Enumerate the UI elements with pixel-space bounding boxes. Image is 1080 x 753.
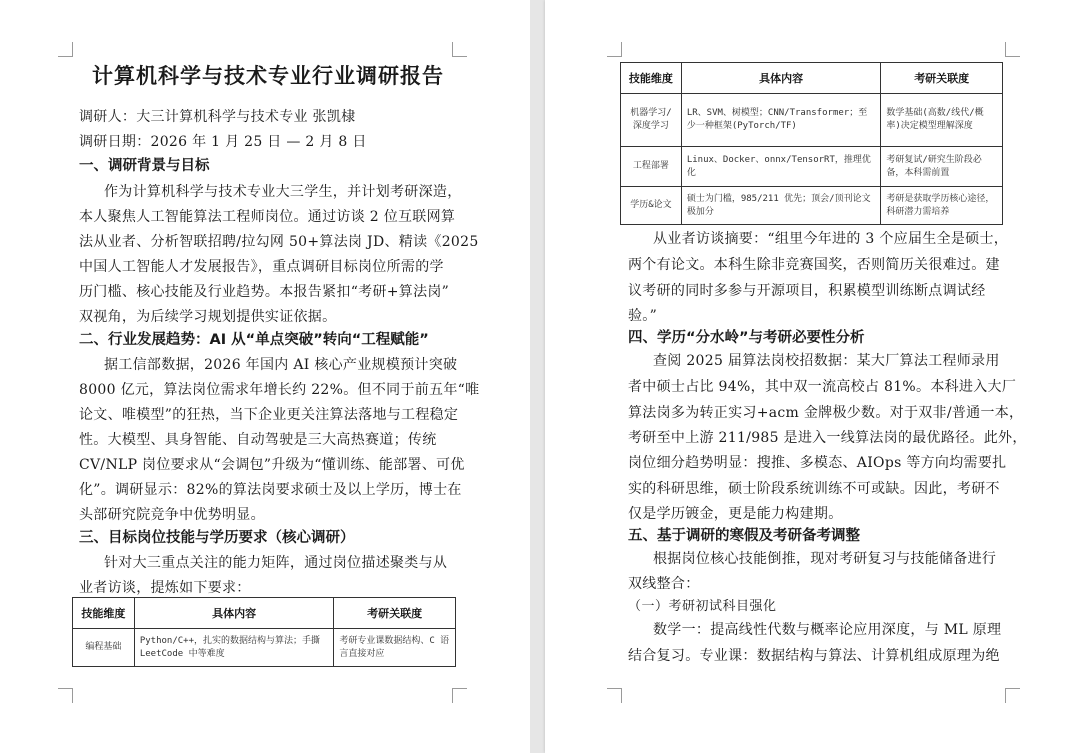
paragraph-line: 中国人工智能人才发展报告》，重点调研目标岗位所需的学 [79, 259, 444, 275]
crop-mark [452, 688, 467, 703]
paragraph-line: 法从业者、分析智联招聘/拉勾网 50+算法岗 JD、精读《2025 [79, 234, 479, 250]
report-title: 计算机科学与技术专业行业调研报告 [92, 64, 444, 88]
table-cell: 学历&论文 [621, 187, 682, 225]
paragraph-line: 据工信部数据，2026 年国内 AI 核心产业规模预计突破 [104, 357, 458, 373]
paragraph-line: 化”。调研显示：82%的算法岗要求硕士及以上学历，博士在 [79, 482, 462, 498]
researcher-line: 调研人：大三计算机科学与技术专业 张凯棣 [79, 109, 356, 125]
paragraph-line: 算法岗多为转正实习+acm 金牌极少数。对于双非/普通一本， [628, 405, 1024, 421]
paragraph-line: CV/NLP 岗位要求从“会调包”升级为“懂训练、能部署、可优 [79, 457, 465, 473]
paragraph-line: 仅是学历镀金，更是能力构建期。 [628, 506, 843, 522]
paragraph-line: 实的科研思维，硕士阶段系统训练不可或缺。因此，考研不 [628, 481, 1000, 497]
table-header-cell: 具体内容 [134, 598, 334, 629]
table-header-row [621, 63, 1003, 94]
table-cell: LR、SVM、树模型；CNN/Transformer；至少一种框架(PyTorch/TF) [681, 94, 881, 147]
paragraph-line: 论文、唯模型”的狂热，当下企业更关注算法落地与工程稳定 [79, 407, 459, 423]
table-cell: 编程基础 [73, 629, 135, 667]
table-cell: 工程部署 [621, 147, 682, 187]
table-cell: 考研专业课数据结构、C 语言直接对应 [334, 629, 456, 667]
table-header-cell: 考研关联度 [334, 598, 456, 629]
table-row [621, 147, 1003, 187]
paragraph-line: 8000 亿元，算法岗位需求年增长约 22%。但不同于前五年“唯 [79, 382, 480, 398]
table-header-cell: 考研关联度 [881, 63, 1003, 94]
section-heading: 五、基于调研的寒假及考研备考调整 [628, 528, 860, 544]
section-heading: 一、调研背景与目标 [79, 158, 210, 174]
paragraph-line: 双线整合： [628, 576, 700, 592]
paragraph-line: 针对大三重点关注的能力矩阵，通过岗位描述聚类与从 [104, 555, 448, 571]
table-cell: Python/C++，扎实的数据结构与算法；手撕 LeetCode 中等难度 [134, 629, 334, 667]
paragraph-line: 性。大模型、具身智能、自动驾驶是三大高热赛道；传统 [79, 432, 437, 448]
table-row [73, 629, 456, 667]
section-heading: 四、学历“分水岭”与考研必要性分析 [628, 330, 865, 346]
paragraph-line: 岗位细分趋势明显：搜推、多模态、AIOps 等方向均需要扎 [628, 455, 1007, 471]
crop-mark [58, 688, 73, 703]
table-header-cell: 技能维度 [621, 63, 682, 94]
paragraph-line: 从业者访谈摘要：“组里今年进的 3 个应届生全是硕士， [653, 231, 1009, 247]
paragraph-line: 议考研的同时多参与开源项目，积累模型训练断点调试经 [628, 283, 986, 299]
paragraph-line: 者中硕士占比 94%，其中双一流高校占 81%。本科进入大厂 [628, 379, 1017, 395]
table-row [621, 94, 1003, 147]
document-page-right [545, 0, 1080, 753]
date-line: 调研日期：2026 年 1 月 25 日 — 2 月 8 日 [79, 134, 367, 150]
table-cell: Linux、Docker、onnx/TensorRT，推理优化 [681, 147, 881, 187]
table-cell: 考研复试/研究生阶段必备，本科需前置 [881, 147, 1003, 187]
table-cell: 数学基础(高数/线代/概率)决定模型理解深度 [881, 94, 1003, 147]
table-cell: 机器学习/深度学习 [621, 94, 682, 147]
crop-mark [607, 688, 622, 703]
paragraph-line: 两个有论文。本科生除非竞赛国奖，否则简历关很难过。建 [628, 257, 1000, 273]
table-row [621, 187, 1003, 225]
table-cell: 硕士为门槛，985/211 优先；顶会/顶刊论文极加分 [681, 187, 881, 225]
crop-mark [1005, 42, 1020, 57]
crop-mark [607, 42, 622, 57]
crop-mark [58, 42, 73, 57]
subsection-heading: （一）考研初试科目强化 [628, 599, 777, 614]
table-header-row [73, 598, 456, 629]
paragraph-line: 双视角，为后续学习规划提供实证依据。 [79, 309, 337, 325]
crop-mark [452, 42, 467, 57]
paragraph-line: 作为计算机科学与技术专业大三学生，并计划考研深造， [104, 184, 462, 200]
table-header-cell: 具体内容 [681, 63, 881, 94]
table-header-cell: 技能维度 [73, 598, 135, 629]
section-heading: 三、目标岗位技能与学历要求（核心调研） [79, 530, 355, 546]
paragraph-line: 查阅 2025 届算法岗校招数据：某大厂算法工程师录用 [653, 353, 1000, 369]
paragraph-line: 数学一：提高线性代数与概率论应用深度，与 ML 原理 [653, 622, 1002, 638]
section-heading: 二、行业发展趋势：AI 从“单点突破”转向“工程赋能” [79, 332, 429, 348]
skill-table [72, 597, 456, 667]
paragraph-line: 验。” [628, 308, 658, 324]
page-gap [530, 0, 545, 753]
paragraph-line: 历门槛、核心技能及行业趋势。本报告紧扣“考研+算法岗” [79, 284, 450, 300]
crop-mark [1005, 688, 1020, 703]
paragraph-line: 业者访谈，提炼如下要求： [79, 580, 251, 596]
paragraph-line: 根据岗位核心技能倒推，现对考研复习与技能储备进行 [653, 551, 997, 567]
paragraph-line: 头部研究院竞争中优势明显。 [79, 507, 265, 523]
document-page-left [0, 0, 530, 753]
table-cell: 考研是获取学历核心途径，科研潜力需培养 [881, 187, 1003, 225]
paragraph-line: 本人聚焦人工智能算法工程师岗位。通过访谈 2 位互联网算 [79, 209, 456, 225]
paragraph-line: 考研至中上游 211/985 是进入一线算法岗的最优路径。此外， [628, 430, 1027, 446]
skill-table-continued [620, 62, 1003, 225]
paragraph-line: 结合复习。专业课：数据结构与算法、计算机组成原理为绝 [628, 648, 1000, 664]
